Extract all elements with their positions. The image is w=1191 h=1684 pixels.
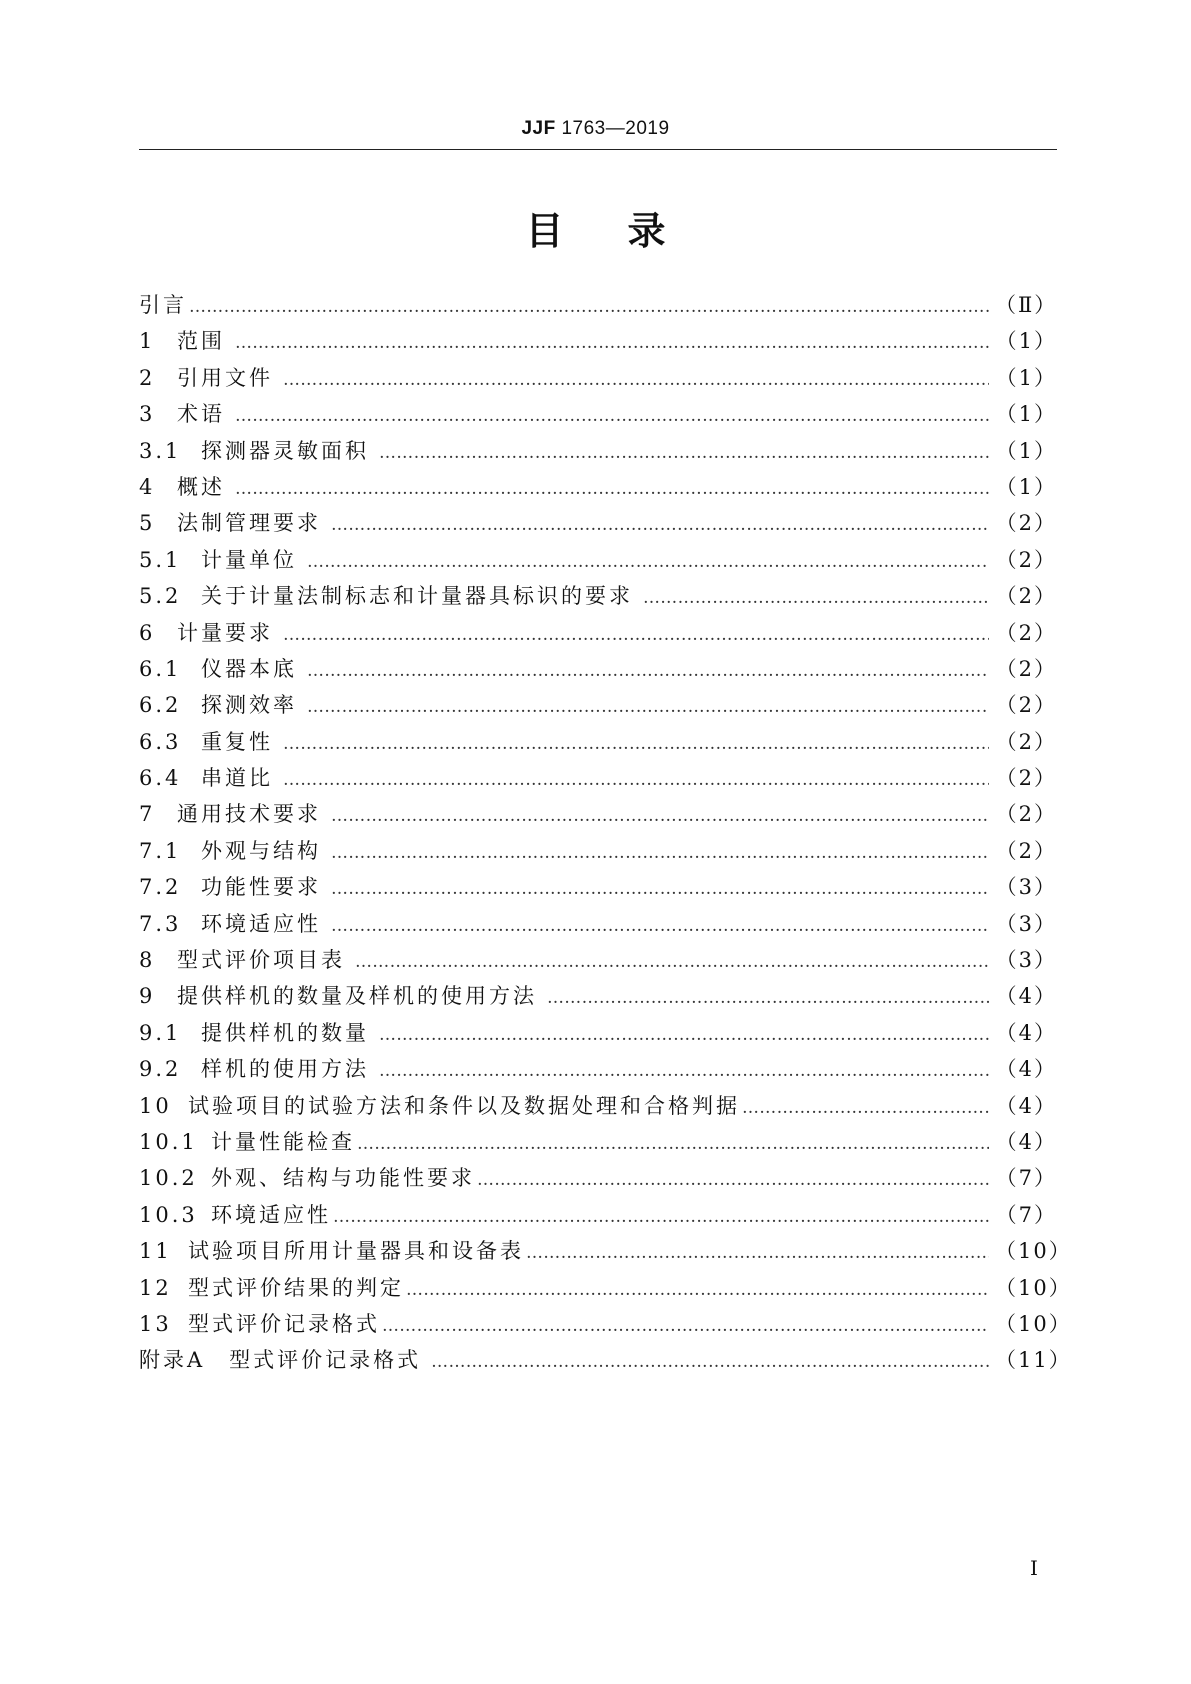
toc-entry-number: 11 bbox=[139, 1239, 172, 1264]
toc-dot-leader bbox=[307, 552, 989, 572]
toc-entry[interactable] bbox=[139, 435, 1057, 471]
toc-entry-number: 10.1 bbox=[139, 1129, 198, 1154]
toc-entry[interactable] bbox=[139, 362, 1057, 398]
toc-dot-leader bbox=[379, 1025, 989, 1045]
toc-entry-number: 9.2 bbox=[139, 1057, 182, 1082]
toc-dot-leader bbox=[235, 479, 989, 499]
toc-entry-title: 型式评价记录格式 bbox=[188, 1311, 380, 1336]
toc-entry-number: 1 bbox=[139, 329, 156, 354]
toc-dot-leader bbox=[283, 625, 989, 645]
toc-entry-number: 7 bbox=[139, 802, 156, 827]
toc-entry[interactable] bbox=[139, 617, 1057, 653]
toc-entry-page: （2） bbox=[995, 656, 1057, 681]
toc-entry-number: 9.1 bbox=[139, 1020, 182, 1045]
toc-entry-title: 试验项目的试验方法和条件以及数据处理和合格判据 bbox=[188, 1093, 740, 1118]
toc-dot-leader bbox=[235, 406, 989, 426]
toc-dot-leader bbox=[431, 1352, 989, 1372]
toc-dot-leader bbox=[355, 952, 989, 972]
toc-entry-number: 6.1 bbox=[139, 656, 182, 681]
toc-entry[interactable] bbox=[139, 1235, 1072, 1271]
header-rule bbox=[139, 149, 1057, 150]
toc-entry[interactable] bbox=[139, 871, 1057, 907]
toc-entry[interactable] bbox=[139, 689, 1057, 725]
toc-dot-leader bbox=[331, 916, 989, 936]
toc-entry-page: （1） bbox=[995, 329, 1057, 354]
toc-entry-title: 计量性能检查 bbox=[211, 1129, 355, 1154]
toc-entry-page: （2） bbox=[995, 766, 1057, 791]
toc-entry[interactable] bbox=[139, 908, 1057, 944]
toc-entry-page: （2） bbox=[995, 729, 1057, 754]
toc-entry-number: 10.2 bbox=[139, 1166, 198, 1191]
toc-entry[interactable] bbox=[139, 835, 1057, 871]
toc-entry[interactable] bbox=[139, 544, 1057, 580]
toc-entry[interactable] bbox=[139, 944, 1057, 980]
toc-entry-page: （10） bbox=[995, 1275, 1072, 1300]
toc-dot-leader bbox=[283, 734, 989, 754]
toc-entry[interactable] bbox=[139, 1308, 1072, 1344]
toc-dot-leader bbox=[307, 697, 989, 717]
toc-entry-page: （2） bbox=[995, 511, 1057, 536]
toc-entry-page: （4） bbox=[995, 984, 1057, 1009]
toc-entry[interactable] bbox=[139, 1272, 1072, 1308]
toc-entry-title: 计量要求 bbox=[177, 620, 273, 645]
toc-entry-page: （3） bbox=[995, 948, 1057, 973]
toc-entry-page: （4） bbox=[995, 1129, 1057, 1154]
toc-entry-page: （10） bbox=[995, 1239, 1072, 1264]
toc-entry-page: （2） bbox=[995, 693, 1057, 718]
toc-entry-page: （1） bbox=[995, 402, 1057, 427]
toc-entry-number: 12 bbox=[139, 1275, 172, 1300]
toc-dot-leader bbox=[406, 1280, 989, 1300]
toc-entry[interactable] bbox=[139, 325, 1057, 361]
toc-entry-page: （1） bbox=[995, 365, 1057, 390]
toc-entry-title: 概述 bbox=[177, 474, 225, 499]
toc-entry-number: 6.3 bbox=[139, 729, 182, 754]
toc-entry-page: （4） bbox=[995, 1057, 1057, 1082]
toc-entry[interactable] bbox=[139, 289, 1057, 325]
toc-entry-title: 探测效率 bbox=[201, 693, 297, 718]
toc-entry-title: 重复性 bbox=[201, 729, 273, 754]
toc-entry-page: （3） bbox=[995, 875, 1057, 900]
toc-entry-title: 外观、结构与功能性要求 bbox=[211, 1166, 475, 1191]
toc-entry[interactable] bbox=[139, 471, 1057, 507]
toc-entry-title: 引言 bbox=[139, 293, 187, 317]
toc-entry-number: 6.2 bbox=[139, 693, 182, 718]
toc-entry[interactable] bbox=[139, 653, 1057, 689]
toc-entry-title: 环境适应性 bbox=[201, 911, 321, 936]
toc-entry[interactable] bbox=[139, 1017, 1057, 1053]
toc-dot-leader bbox=[189, 297, 989, 317]
toc-dot-leader bbox=[742, 1098, 989, 1118]
toc-entry-title: 法制管理要求 bbox=[177, 511, 321, 536]
toc-entry[interactable] bbox=[139, 1199, 1057, 1235]
toc-entry-title: 附录A 型式评价记录格式 bbox=[139, 1348, 422, 1373]
toc-dot-leader bbox=[307, 661, 989, 681]
toc-entry-page: （4） bbox=[995, 1020, 1057, 1045]
toc-entry-number: 5.2 bbox=[139, 584, 182, 609]
toc-entry-number: 9 bbox=[139, 984, 156, 1009]
toc-dot-leader bbox=[331, 806, 989, 826]
toc-entry-title: 串道比 bbox=[201, 766, 273, 791]
toc-entry-title: 计量单位 bbox=[201, 547, 297, 572]
document-code-header bbox=[0, 118, 1191, 140]
toc-dot-leader bbox=[379, 1061, 989, 1081]
toc-entry-page: （1） bbox=[995, 438, 1057, 463]
toc-entry[interactable] bbox=[139, 1053, 1057, 1089]
toc-entry-number: 7.1 bbox=[139, 838, 182, 863]
toc-entry[interactable] bbox=[139, 1090, 1057, 1126]
toc-entry-title: 环境适应性 bbox=[211, 1202, 331, 1227]
toc-entry[interactable] bbox=[139, 1126, 1057, 1162]
toc-dot-leader bbox=[382, 1316, 989, 1336]
toc-entry-title: 引用文件 bbox=[177, 365, 273, 390]
toc-entry-title: 仪器本底 bbox=[201, 656, 297, 681]
toc-entry-page: （7） bbox=[995, 1166, 1057, 1191]
toc-entry-number: 10.3 bbox=[139, 1202, 198, 1227]
toc-dot-leader bbox=[526, 1243, 989, 1263]
toc-entry-page: （2） bbox=[995, 620, 1057, 645]
toc-entry-page: （3） bbox=[995, 911, 1057, 936]
toc-entry-title: 提供样机的数量及样机的使用方法 bbox=[177, 984, 537, 1009]
toc-dot-leader bbox=[331, 515, 989, 535]
toc-entry-title: 关于计量法制标志和计量器具标识的要求 bbox=[201, 584, 633, 609]
toc-entry-number: 13 bbox=[139, 1311, 172, 1336]
toc-entry-title: 探测器灵敏面积 bbox=[201, 438, 369, 463]
toc-entry-title: 范围 bbox=[177, 329, 225, 354]
toc-entry-title: 术语 bbox=[177, 402, 225, 427]
toc-entry[interactable] bbox=[139, 980, 1057, 1016]
toc-entry-page: （2） bbox=[995, 802, 1057, 827]
toc-entry[interactable] bbox=[139, 762, 1057, 798]
toc-entry[interactable] bbox=[139, 580, 1057, 616]
page-title: 目录 bbox=[525, 209, 730, 253]
toc-entry-number: 6.4 bbox=[139, 766, 182, 791]
toc-entry-page: （10） bbox=[995, 1311, 1072, 1336]
toc-entry[interactable] bbox=[139, 1162, 1057, 1198]
toc-entry-page: （7） bbox=[995, 1202, 1057, 1227]
toc-entry-title: 型式评价结果的判定 bbox=[188, 1275, 404, 1300]
toc-dot-leader bbox=[235, 333, 989, 353]
toc-entry-page: （1） bbox=[995, 474, 1057, 499]
toc-entry-page: （4） bbox=[995, 1093, 1057, 1118]
toc-entry-number: 8 bbox=[139, 948, 156, 973]
table-of-contents bbox=[139, 289, 1072, 1381]
toc-dot-leader bbox=[357, 1134, 989, 1154]
toc-entry-number: 5 bbox=[139, 511, 156, 536]
toc-entry-number: 5.1 bbox=[139, 547, 182, 572]
toc-dot-leader bbox=[547, 988, 989, 1008]
toc-entry-title: 试验项目所用计量器具和设备表 bbox=[188, 1239, 524, 1264]
toc-entry-title: 通用技术要求 bbox=[177, 802, 321, 827]
toc-dot-leader bbox=[379, 443, 989, 463]
toc-dot-leader bbox=[333, 1207, 989, 1227]
toc-entry-number: 3 bbox=[139, 402, 156, 427]
toc-entry[interactable] bbox=[139, 726, 1057, 762]
toc-entry-page: （11） bbox=[995, 1348, 1072, 1373]
toc-entry-title: 外观与结构 bbox=[201, 838, 321, 863]
toc-entry-page: （2） bbox=[995, 584, 1057, 609]
toc-entry-number: 7.2 bbox=[139, 875, 182, 900]
toc-entry-title: 型式评价项目表 bbox=[177, 948, 345, 973]
toc-entry-title: 样机的使用方法 bbox=[201, 1057, 369, 1082]
toc-entry-number: 3.1 bbox=[139, 438, 182, 463]
toc-entry-number: 10 bbox=[139, 1093, 172, 1118]
toc-entry[interactable] bbox=[139, 507, 1057, 543]
toc-entry-page: （2） bbox=[995, 838, 1057, 863]
toc-entry-number: 7.3 bbox=[139, 911, 182, 936]
toc-entry-number: 4 bbox=[139, 474, 156, 499]
toc-entry[interactable] bbox=[139, 398, 1057, 434]
toc-entry-number: 2 bbox=[139, 365, 156, 390]
toc-dot-leader bbox=[331, 879, 989, 899]
toc-entry[interactable] bbox=[139, 798, 1057, 834]
page-number: I bbox=[1030, 1556, 1038, 1580]
toc-entry-title: 功能性要求 bbox=[201, 875, 321, 900]
toc-entry-page: （Ⅱ） bbox=[995, 293, 1058, 317]
toc-entry-page: （2） bbox=[995, 547, 1057, 572]
toc-dot-leader bbox=[477, 1170, 989, 1190]
toc-dot-leader bbox=[643, 588, 989, 608]
toc-dot-leader bbox=[331, 843, 989, 863]
toc-entry-title: 提供样机的数量 bbox=[201, 1020, 369, 1045]
document-code-number: 1763—2019 bbox=[555, 118, 670, 139]
toc-dot-leader bbox=[283, 770, 989, 790]
toc-dot-leader bbox=[283, 370, 989, 390]
toc-entry-number: 6 bbox=[139, 620, 156, 645]
toc-entry[interactable] bbox=[139, 1344, 1072, 1380]
document-code-prefix: JJF bbox=[521, 118, 556, 139]
